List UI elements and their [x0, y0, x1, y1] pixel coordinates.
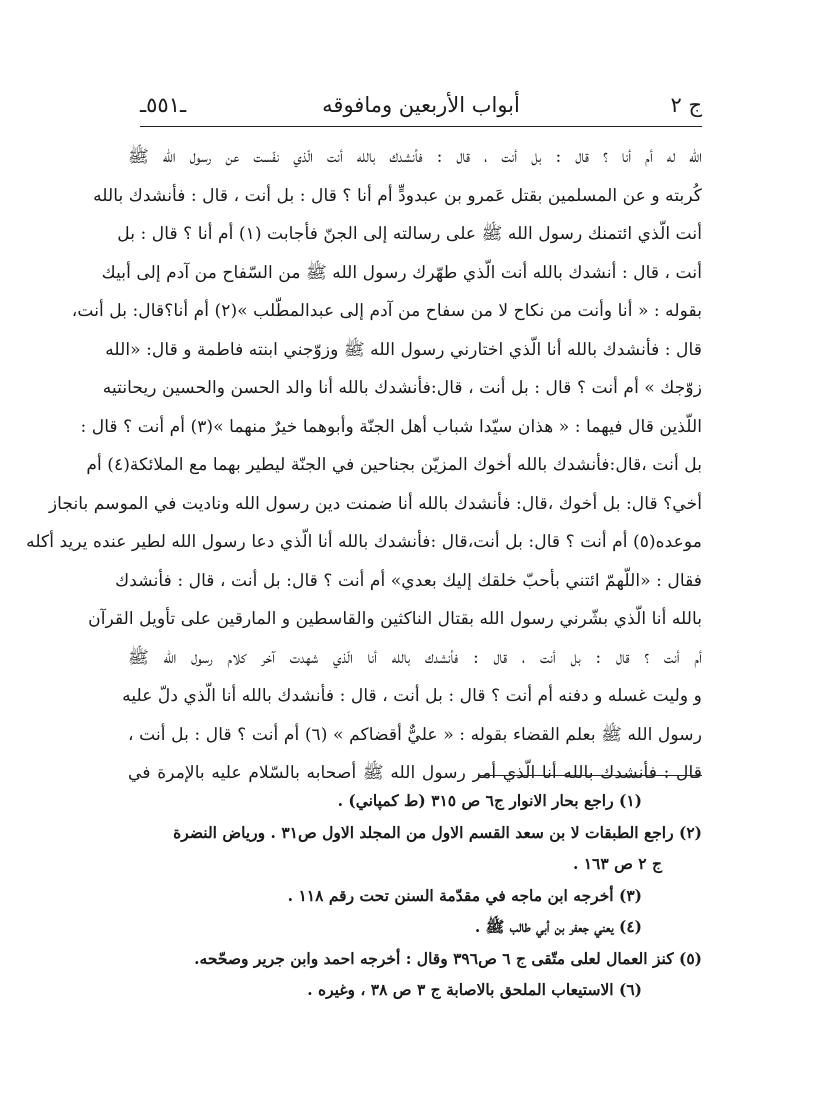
- text-line: قال : فأنشدك بالله أنا الّذي اختارني رسول الله ﷺ وزوّجني ابنته فاطمة و قال: «الله: [105, 339, 702, 360]
- footnote-6: (٦) الاستيعاب الملحق بالاصابة ج ٣ ص ٣٨ ، وغيره .: [307, 980, 642, 999]
- footnote-1: (١) راجع بحار الانوار ج٦ ص ٣١٥ (ط كمپاني) .: [337, 791, 642, 810]
- text-line: بقوله : « أنا وأنت من نكاح لا من سفاح من آدم إلى عبدالمطّلب »(٢) أم أنا؟قال: بل أنت،: [71, 301, 702, 321]
- text-line: رسول الله ﷺ بعلم القضاء بقوله : « عليٌّ أقضاكم » (٦) أم أنت ؟ قال : بل أنت ،: [128, 724, 702, 745]
- text-line: كُربته و عن المسلمين بقتل عَمرو بن عبدودٍّ أم أنا ؟ قال : بل أنت ، قال : فأنشدك بالله: [93, 185, 702, 206]
- text-line: اللّذين قال فيهما : « هذان سيّدا شباب أهل الجنّة وأبوهما خيرٌ منهما »(٣) أم أنت ؟ قال :: [80, 416, 702, 437]
- footnote-divider: [478, 775, 702, 776]
- chapter-title: أبواب الأربعين ومافوقه: [322, 93, 520, 117]
- text-line: الله له أم أنا ؟ قال : بل أنت ، قال : فأنشدك بالله أنت الّذي نفّست عن رسول الله ﷺ: [128, 147, 702, 167]
- footnote-3: (٣) أخرجه ابن ماجه في مقدّمة السنن تحت رقم ١١٨ .: [287, 885, 642, 905]
- running-header: [140, 88, 702, 122]
- text-line: أم أنت ؟ قال : بل أنت ، قال : فأنشدك بالله أنا الّذي شهدت آخر كلام رسول الله ﷺ: [128, 647, 702, 668]
- footnotes: [120, 785, 702, 1006]
- main-text: [26, 138, 702, 793]
- text-line: بالله أنا الّذي بشّرني رسول الله بقتال الناكثين والقاسطين و المارقين على تأويل القرآن: [88, 609, 702, 629]
- header-divider: [140, 126, 702, 127]
- text-line: بل أنت ،قال:فأنشدك بالله أخوك المزيّن بجناحين في الجنّة ليطير بهما مع الملائكة(٤) أم: [86, 455, 702, 475]
- text-line: موعده(٥) أم أنت ؟ قال: بل أنت،قال :فأنشدك بالله أنا الّذي دعا رسول الله لطير عنده يريد أكله: [26, 532, 702, 552]
- footnote-4: (٤) يعني جعفر بن أبي طالب ﷺ .: [474, 917, 642, 936]
- text-line: قال : فأنشدك بالله أنا الّذي أمر رسول الله ﷺ أصحابه بالسّلام عليه بالإمرة في: [128, 763, 702, 783]
- text-line: أنت ، قال : أنشدك بالله أنت الّذي طهّرك رسول الله ﷺ من السّفاح من آدم إلى أبيك: [101, 262, 702, 283]
- text-line: زوّجك » أم أنت ؟ قال : بل أنت ، قال:فأنشدك بالله أنا والد الحسن والحسين ريحانتيه: [102, 378, 702, 398]
- footnote-2: (٢) راجع الطبقات لا بن سعد القسم الاول من المجلد الاول ص٣١ . ورياض النضرة: [173, 822, 702, 842]
- footnote-2-continued: ج ٢ ص ١٦٣ .: [572, 854, 662, 873]
- text-line: فقال : «اللّهمّ ائتني بأحبّ خلقك إليك بعدي» أم أنت ؟ قال: بل أنت ، قال : فأنشدك: [115, 570, 702, 591]
- text-line: و وليت غسله و دفنه أم أنت ؟ قال : بل أنت ، قال : فأنشدك بالله أنا الّذي دلّ عليه: [122, 686, 702, 706]
- page-number: ـ٥٥١ـ: [140, 93, 187, 117]
- volume-label: ج ٢: [670, 93, 702, 117]
- text-line: أخي؟ قال: بل أخوك ،قال: فأنشدك بالله أنا ضمنت دين رسول الله ونادیت في الموسم بانجاز: [48, 493, 702, 514]
- text-line: أنت الّذي ائتمنك رسول الله ﷺ على رسالته إلى الجنّ فأجابت (١) أم أنا ؟ قال : بل: [117, 224, 702, 244]
- footnote-5: (٥) كنز العمال لعلى متّقى ج ٦ ص٣٩٦ وقال : أخرجه احمد وابن جرير وصحّحه.: [194, 948, 702, 968]
